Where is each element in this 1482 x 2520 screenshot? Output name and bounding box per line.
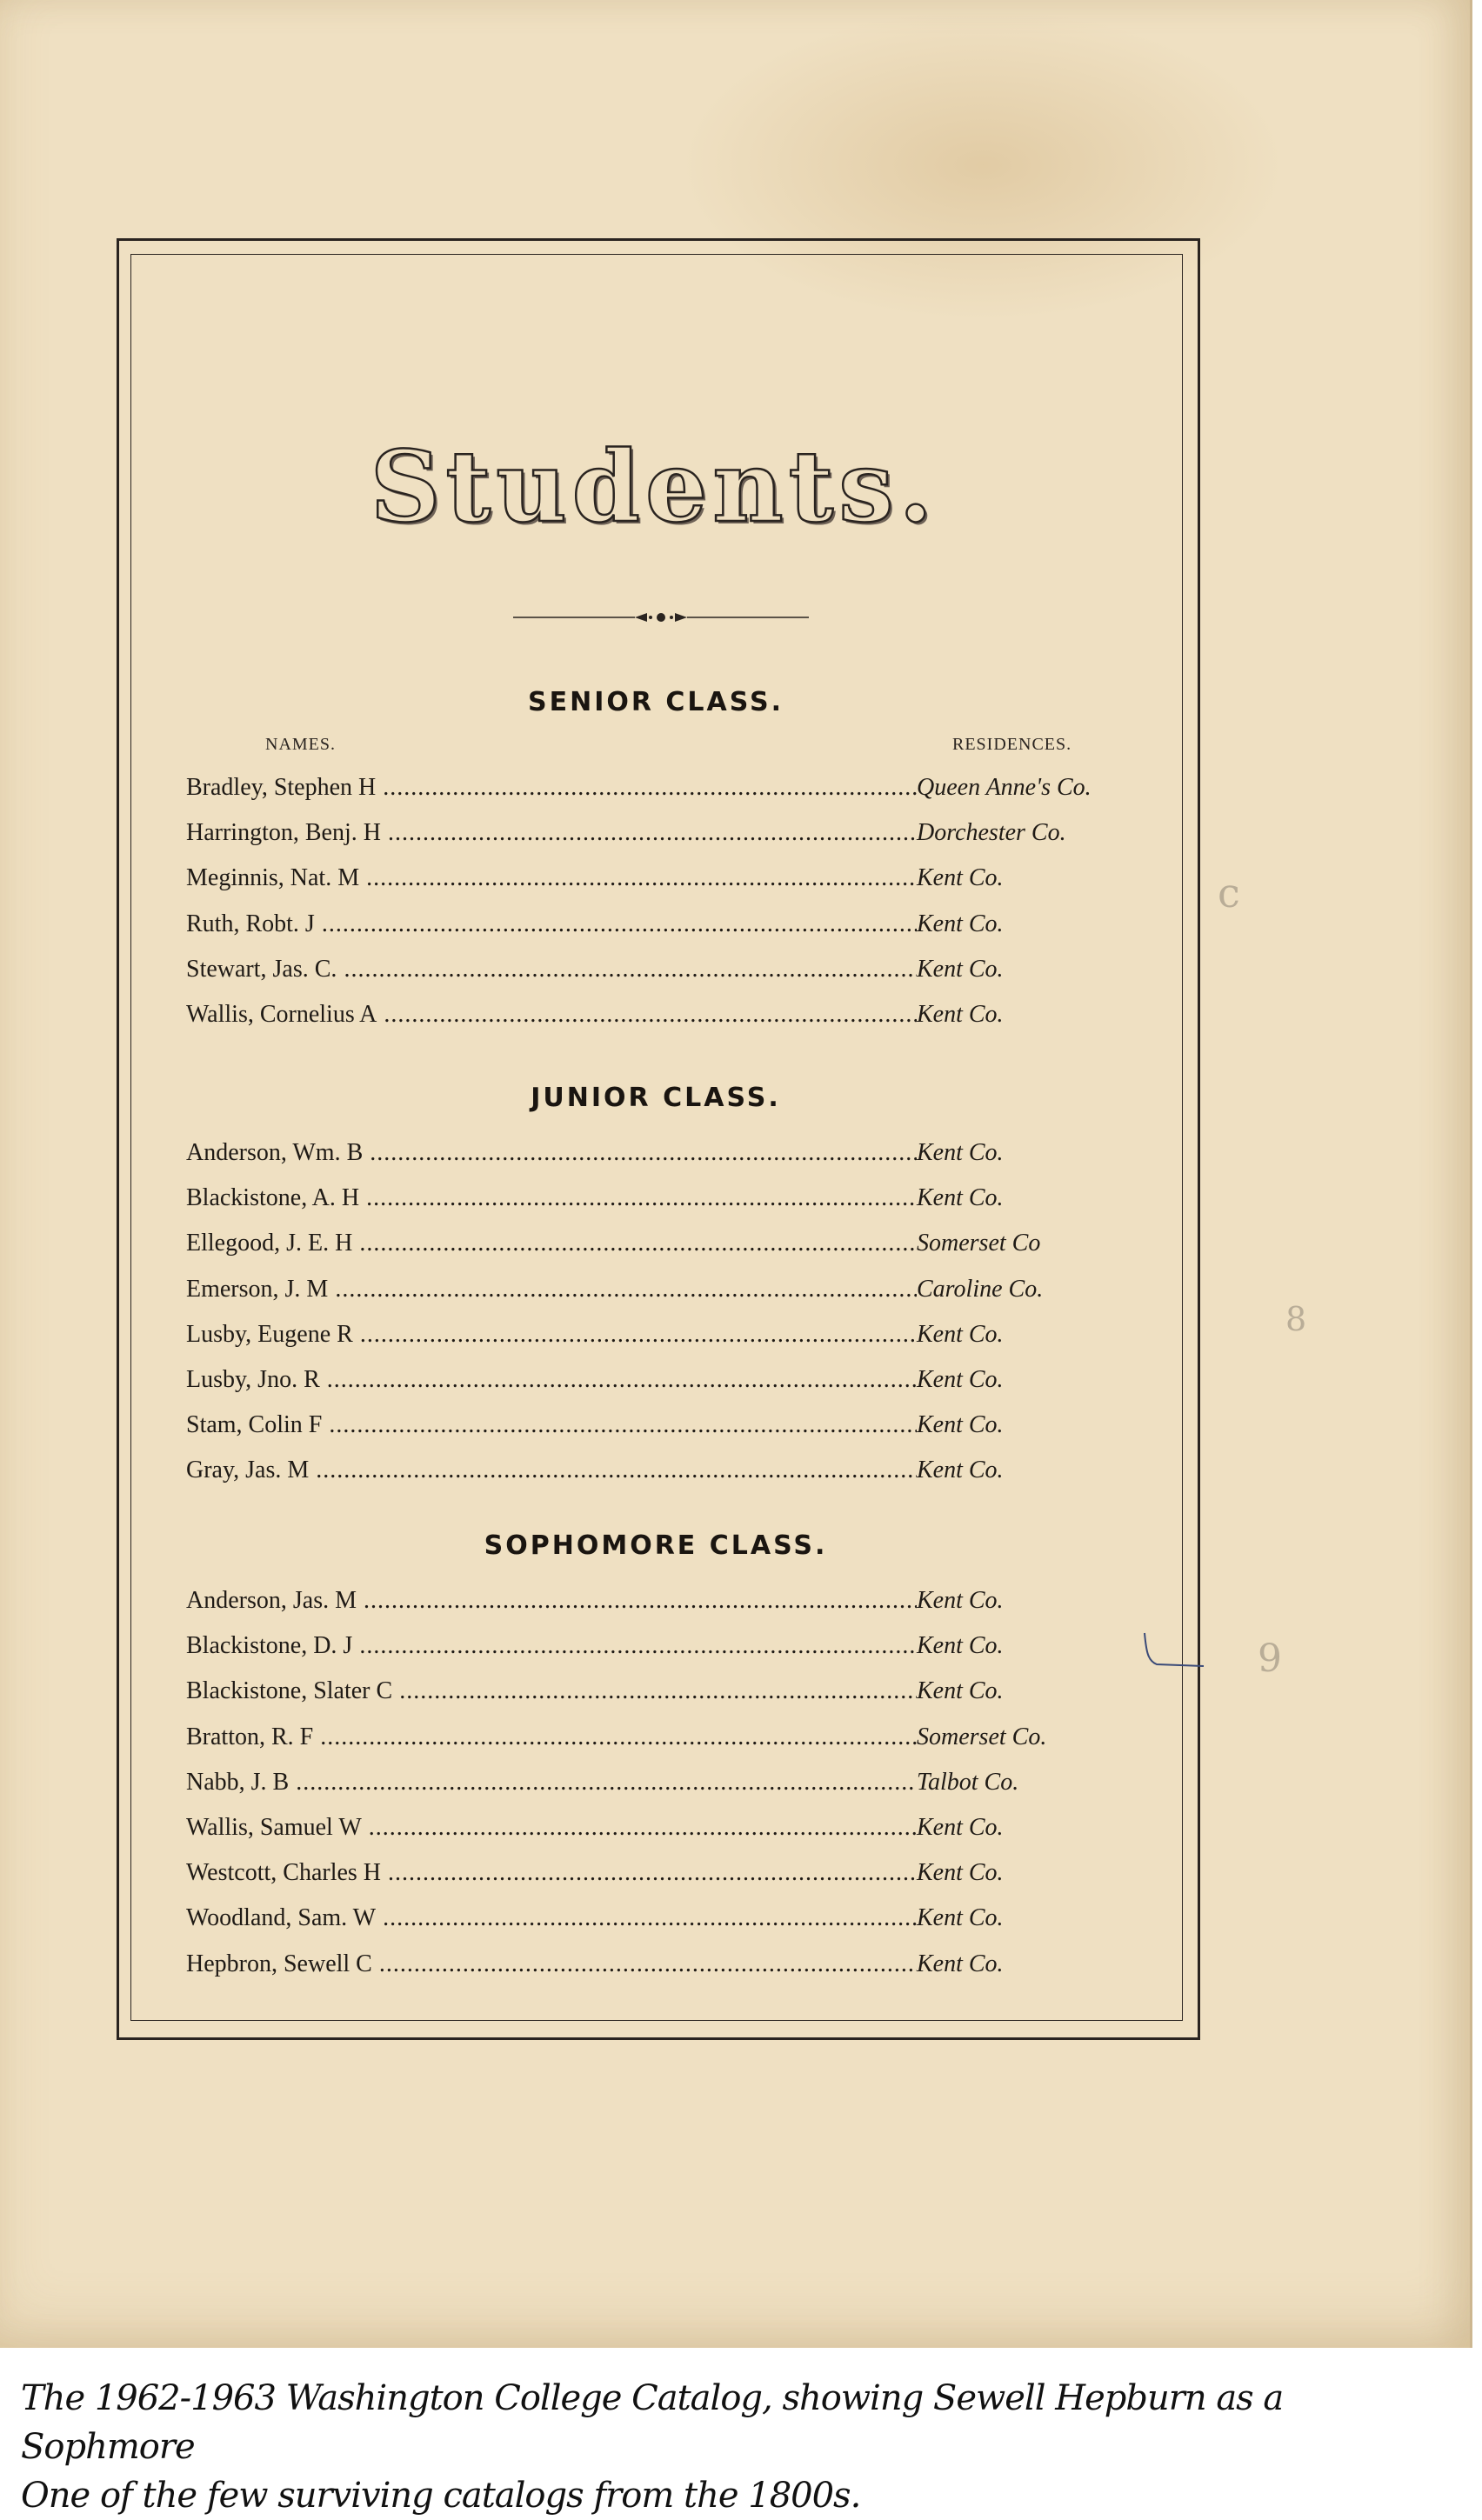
student-name: Anderson, Wm. B ..... <box>186 1139 917 1167</box>
caption-line-2: One of the few surviving catalogs from the 1800s. <box>21 2476 861 2516</box>
student-row <box>186 1321 1143 1356</box>
student-residence: Kent Co. <box>917 1632 1004 1660</box>
student-residence: Kent Co. <box>917 1184 1004 1212</box>
student-residence: Queen Anne's Co. <box>917 774 1091 801</box>
student-residence: Kent Co. <box>917 910 1004 937</box>
student-name: Anderson, Jas. M ..... <box>186 1587 917 1615</box>
student-row <box>186 910 1143 945</box>
column-header-residences: RESIDENCES. <box>952 735 1072 754</box>
pencil-mark: 9 <box>1258 1637 1282 1681</box>
student-row <box>186 1632 1143 1667</box>
student-name: Emerson, J. M ..... <box>186 1276 917 1303</box>
student-name: Blackistone, A. H ..... <box>186 1184 917 1212</box>
pencil-mark: 8 <box>1285 1300 1307 1338</box>
student-residence: Kent Co. <box>917 1457 1004 1484</box>
student-row <box>186 864 1143 899</box>
student-name: Bratton, R. F ..... <box>186 1723 917 1751</box>
student-name: Woodland, Sam. W ..... <box>186 1904 917 1932</box>
section-heading-senior: SENIOR CLASS. <box>527 687 784 717</box>
student-residence: Caroline Co. <box>917 1275 1044 1303</box>
student-name: Lusby, Jno. R ..... <box>186 1366 917 1394</box>
student-row <box>186 1769 1143 1803</box>
student-row <box>186 1723 1143 1758</box>
student-row <box>186 1184 1143 1219</box>
student-name: Stewart, Jas. C. ..... <box>186 956 917 983</box>
student-name: Wallis, Cornelius A ..... <box>186 1001 917 1029</box>
student-name: Blackistone, Slater C ..... <box>186 1677 917 1705</box>
student-row <box>186 1230 1143 1264</box>
section-heading-junior: JUNIOR CLASS. <box>531 1083 781 1113</box>
student-name: Gray, Jas. M ..... <box>186 1457 917 1484</box>
student-residence: Kent Co. <box>917 1859 1004 1887</box>
student-row <box>186 1411 1143 1446</box>
student-residence: Kent Co. <box>917 1814 1004 1841</box>
student-name: Ellegood, J. E. H ..... <box>186 1230 917 1257</box>
student-residence: Kent Co. <box>917 1904 1004 1932</box>
student-row <box>186 1366 1143 1401</box>
divider-ornament <box>513 609 809 626</box>
student-row <box>186 1587 1143 1622</box>
caption-line-1: The 1962-1963 Washington College Catalog, showing Sewell Hepburn as a Sophmore <box>21 2378 1284 2467</box>
student-residence: Kent Co. <box>917 1001 1004 1028</box>
student-residence: Somerset Co <box>917 1230 1041 1257</box>
student-residence: Dorchester Co. <box>917 819 1066 847</box>
student-residence: Kent Co. <box>917 955 1004 983</box>
pencil-mark: c <box>1218 870 1240 917</box>
student-residence: Kent Co. <box>917 1320 1004 1348</box>
student-row <box>186 1904 1143 1939</box>
student-name: Hepbron, Sewell C ..... <box>186 1950 917 1978</box>
column-header-names: NAMES. <box>265 735 337 754</box>
student-row <box>186 956 1143 990</box>
student-name: Meginnis, Nat. M ..... <box>186 864 917 892</box>
student-row <box>186 1457 1143 1491</box>
student-residence: Kent Co. <box>917 864 1004 892</box>
student-name: Blackistone, D. J ..... <box>186 1632 917 1660</box>
student-name: Ruth, Robt. J ..... <box>186 910 917 938</box>
student-row <box>186 1950 1143 1985</box>
student-row <box>186 774 1143 809</box>
page-title: Students. <box>370 430 938 544</box>
student-row <box>186 819 1143 854</box>
student-row <box>186 1859 1143 1894</box>
student-residence: Talbot Co. <box>917 1768 1019 1796</box>
ink-mark <box>1139 1626 1209 1678</box>
student-residence: Kent Co. <box>917 1366 1004 1393</box>
student-name: Westcott, Charles H ..... <box>186 1859 917 1887</box>
student-residence: Kent Co. <box>917 1139 1004 1166</box>
student-name: Lusby, Eugene R ..... <box>186 1321 917 1349</box>
student-residence: Kent Co. <box>917 1587 1004 1614</box>
student-name: Harrington, Benj. H ..... <box>186 819 917 847</box>
section-heading-sophomore: SOPHOMORE CLASS. <box>484 1530 828 1561</box>
photo-caption <box>21 2374 1465 2520</box>
student-name: Stam, Colin F ..... <box>186 1411 917 1439</box>
student-name: Bradley, Stephen H ..... <box>186 774 917 802</box>
student-row <box>186 1276 1143 1310</box>
student-row <box>186 1001 1143 1036</box>
student-row <box>186 1139 1143 1174</box>
student-row <box>186 1814 1143 1849</box>
student-residence: Kent Co. <box>917 1950 1004 1977</box>
student-row <box>186 1677 1143 1712</box>
student-name: Wallis, Samuel W ..... <box>186 1814 917 1842</box>
student-name: Nabb, J. B ..... <box>186 1769 917 1797</box>
student-residence: Somerset Co. <box>917 1723 1047 1750</box>
student-residence: Kent Co. <box>917 1677 1004 1705</box>
student-residence: Kent Co. <box>917 1411 1004 1439</box>
